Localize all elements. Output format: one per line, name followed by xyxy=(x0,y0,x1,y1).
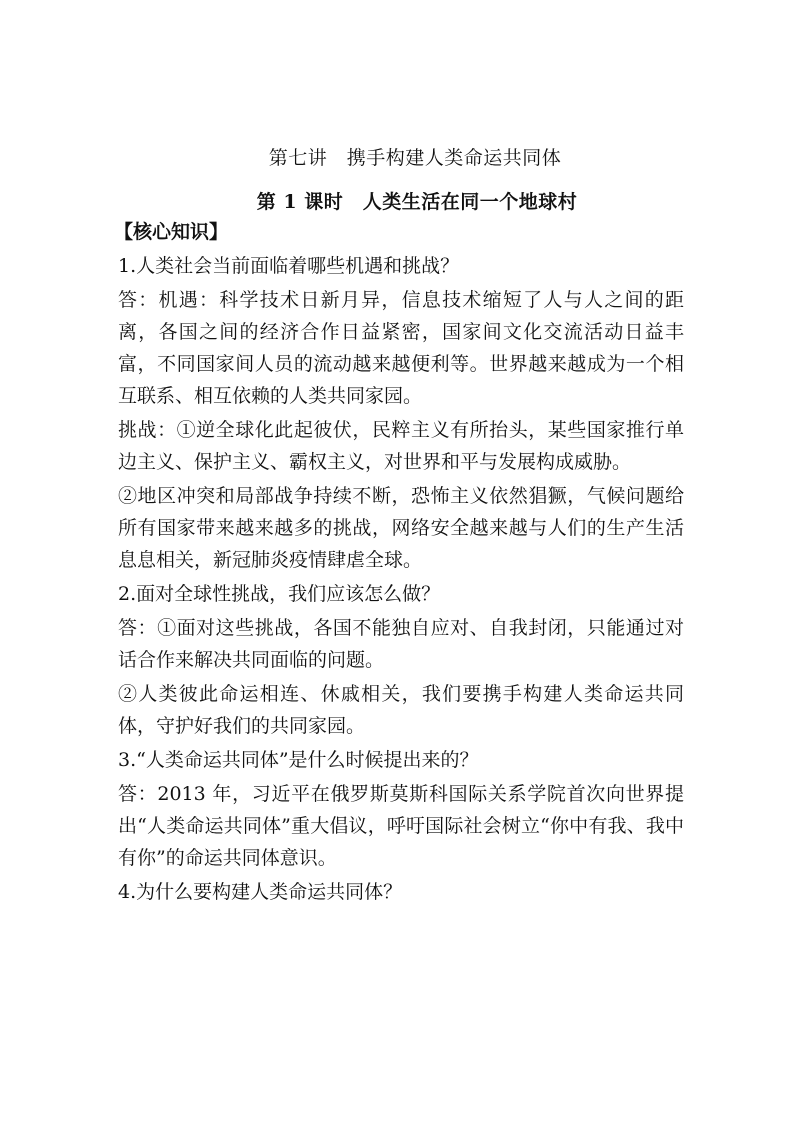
lesson-subtitle: 第 1 课时 人类生活在同一个地球村 xyxy=(256,191,578,213)
lecture-title: 第七讲 携手构建人类命运共同体 xyxy=(268,147,562,169)
answer-2-point-2: ②人类彼此命运相连、休戚相关，我们要携手构建人类命运共同体，守护好我们的共同家园。 xyxy=(118,683,684,737)
answer-1-opportunities: 答：机遇：科学技术日新月异，信息技术缩短了人与人之间的距离，各国之间的经济合作日益紧密，国家间文化交流活动日益丰富，不同国家间人员的流动越来越便利等。世界越来越成为一个相互联系、相互依赖的人类共同家园。 xyxy=(118,289,684,407)
question-4: 4.为什么要构建人类命运共同体？ xyxy=(118,881,403,903)
answer-1-challenges-2: ②地区冲突和局部战争持续不断，恐怖主义依然猖獗，气候问题给所有国家带来越来越多的挑战，网络安全越来越与人们的生产生活息息相关，新冠肺炎疫情肆虐全球。 xyxy=(118,485,684,571)
answer-1-challenges-1: 挑战：①逆全球化此起彼伏，民粹主义有所抬头，某些国家推行单边主义、保护主义、霸权主义，对世界和平与发展构成威胁。 xyxy=(118,419,684,473)
answer-2-point-1: 答：①面对这些挑战，各国不能独自应对、自我封闭，只能通过对话合作来解决共同面临的问题。 xyxy=(118,617,684,671)
answer-3: 答：2013 年，习近平在俄罗斯莫斯科国际关系学院首次向世界提出“人类命运共同体”重大倡议，呼吁国际社会树立“你中有我、我中有你”的命运共同体意识。 xyxy=(118,783,684,869)
question-1: 1.人类社会当前面临着哪些机遇和挑战？ xyxy=(118,255,460,277)
question-3: 3.“人类命运共同体”是什么时候提出来的？ xyxy=(118,749,479,771)
question-2: 2.面对全球性挑战，我们应该怎么做？ xyxy=(118,583,441,605)
section-heading: 【核心知识】 xyxy=(114,221,229,243)
